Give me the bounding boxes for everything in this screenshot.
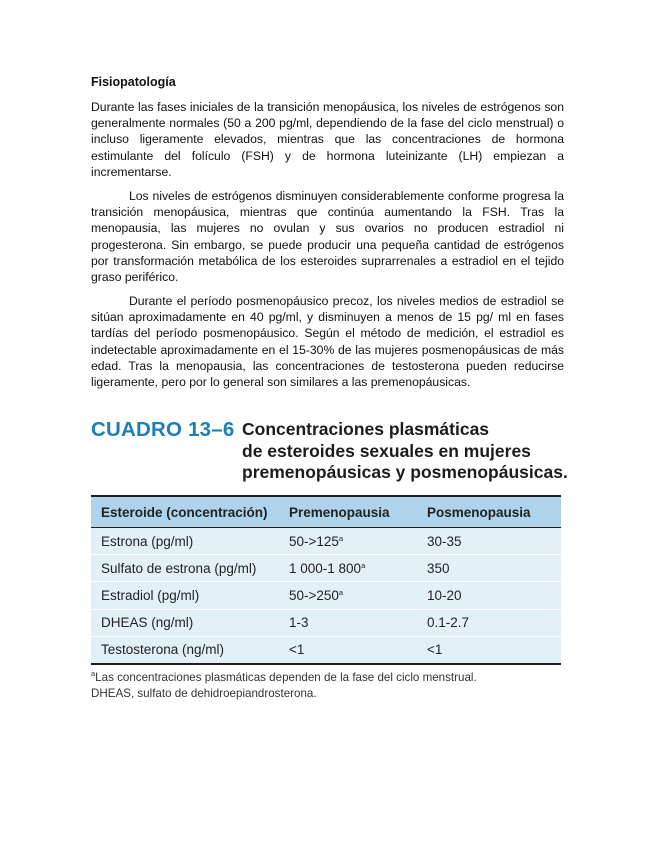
table-row <box>91 555 561 582</box>
section-title: Fisiopatología <box>91 75 176 89</box>
table-caption-line: de esteroides sexuales en mujeres <box>242 440 531 461</box>
column-header-postmenopause: Posmenopausia <box>417 496 561 528</box>
cell-steroid: Estradiol (pg/ml) <box>91 582 279 609</box>
table-footnotes <box>91 670 571 702</box>
table-row <box>91 528 561 555</box>
table-header-row <box>91 496 561 528</box>
table-caption-line: Concentraciones plasmáticas <box>242 419 490 439</box>
paragraph-2: Los niveles de estrógenos disminuyen considerablemente conforme progresa la transición menopáusica, mientras que continúa aumentando la FSH. Tras la menopausia, las mujeres no ovulan y sus ovarios no producen estradiol ni progesterona. Sin embargo, se puede producir una pequeña cantidad de estrógenos por transformación metabólica de los esteroides suprarrenales a estradiol en el tejido graso periférico. <box>91 189 564 285</box>
table-caption <box>242 419 572 484</box>
steroid-concentrations-table <box>91 495 561 665</box>
cell-steroid: DHEAS (ng/ml) <box>91 609 279 636</box>
cell-premenopause: $50->250^a$ <box>279 582 417 609</box>
cell-postmenopause: 0.1-2.7 <box>417 609 561 636</box>
cell-steroid: Testosterona (ng/ml) <box>91 636 279 664</box>
cell-postmenopause: 10-20 <box>417 582 561 609</box>
table-row <box>91 609 561 636</box>
cell-steroid: Estrona (pg/ml) <box>91 528 279 555</box>
footnote-a: $^a$Las concentraciones plasmáticas dependen de la fase del ciclo menstrual. <box>91 669 477 684</box>
table-row <box>91 636 561 664</box>
footnote-marker: a <box>338 533 344 543</box>
table-number: CUADRO 13–6 <box>91 418 235 441</box>
cell-postmenopause: 350 <box>417 555 561 582</box>
cell-steroid: Sulfato de estrona (pg/ml) <box>91 555 279 582</box>
cell-premenopause: $50->125^a$ <box>279 528 417 555</box>
table-row <box>91 582 561 609</box>
column-header-premenopause: Premenopausia <box>279 496 417 528</box>
table-caption-line: premenopáusicas y posmenopáusicas. <box>242 462 568 482</box>
footnote-marker: a <box>338 587 344 597</box>
column-header-steroid: Esteroide (concentración) <box>91 496 279 528</box>
footnote-abbreviation: DHEAS, sulfato de dehidroepiandrosterona. <box>91 687 317 700</box>
cell-premenopause: 1-3 <box>279 609 417 636</box>
footnote-marker: a <box>361 560 366 570</box>
paragraph-3: Durante el período posmenopáusico precoz, los niveles medios de estradiol se sitúan aproximadamente en 40 pg/ml, y disminuyen a menos de 15 pg/ ml en fases tardías del período posmenopáusico. Según el método de medición, el estradiol es indetectable aproximadamente en el 15-30% de las mujeres posmenopáusicas de más edad. Tras la menopausia, las concentraciones de testosterona pueden reducirse ligeramente, pero por lo general son similares a las premenopáusicas. <box>91 294 564 390</box>
cell-postmenopause: 30-35 <box>417 528 561 555</box>
cell-premenopause: 1 000-1 800$^a$ <box>279 555 417 582</box>
cell-premenopause: <1 <box>279 636 417 664</box>
cell-postmenopause: <1 <box>417 636 561 664</box>
paragraph-1: Durante las fases iniciales de la transición menopáusica, los niveles de estrógenos son generalmente normales (50 a 200 pg/ml, dependiendo de la fase del ciclo menstrual) o incluso ligeramente elevados, mientras que las concentraciones de hormona estimulante del folículo (FSH) y de hormona luteinizante (LH) empiezan a incrementarse. <box>91 100 564 179</box>
footnote-marker: a <box>91 669 96 678</box>
